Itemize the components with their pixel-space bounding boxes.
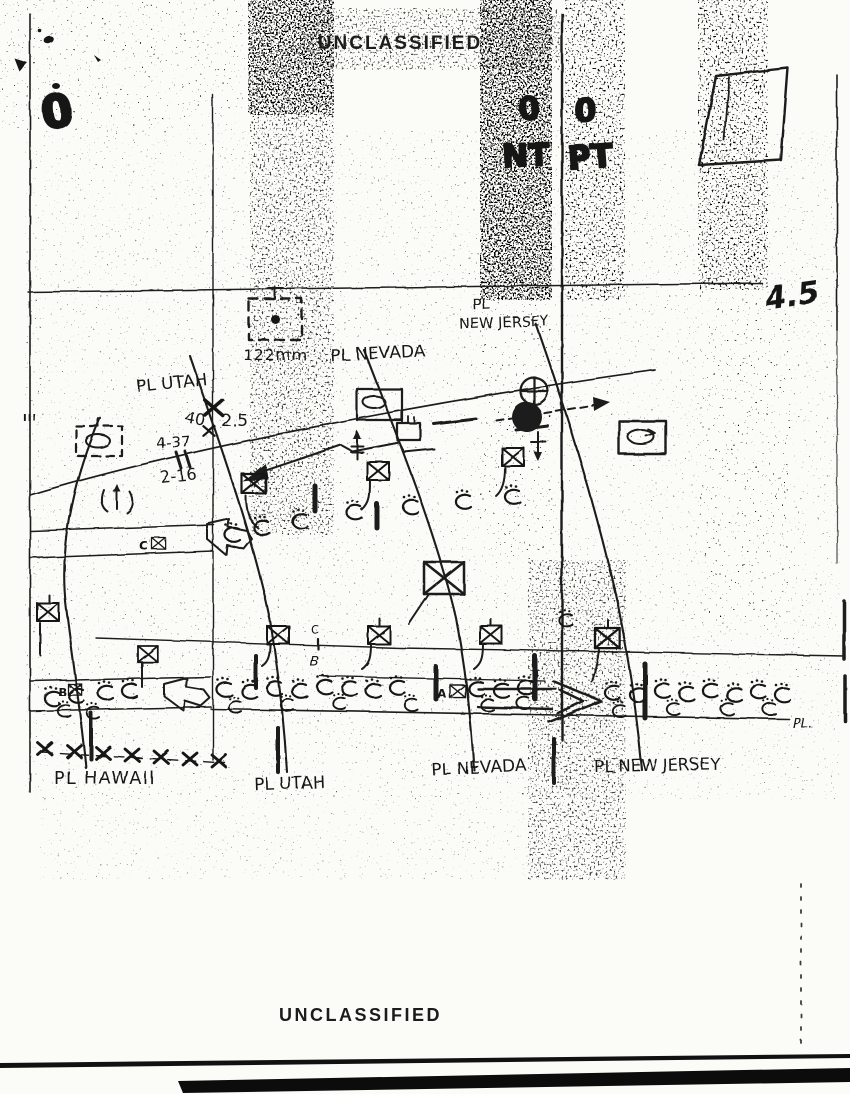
objective-pt-zero: 0 <box>574 91 597 129</box>
pl-nj-top-label-1: PL <box>471 294 490 314</box>
boundary-lower-unit: 2-16 <box>159 464 198 488</box>
boundary-upper-unit: 4-37 <box>155 431 191 453</box>
classification-banner-bottom: UNCLASSIFIED <box>279 1005 443 1025</box>
artillery-caliber-label: 122mm <box>243 346 308 364</box>
pl-utah-bottom-label: PL UTAH <box>253 772 326 796</box>
classification-banner-top: UNCLASSIFIED <box>317 33 483 54</box>
objective-nt-zero: 0 <box>519 92 540 127</box>
pl-nj-bottom-label: PL NEW JERSEY <box>593 754 721 776</box>
objective-pt-label: PT <box>566 136 615 178</box>
pl-abbrev-right-label: PL. <box>793 716 813 732</box>
company-route-c-label: C <box>139 538 149 553</box>
objective-circle-symbol <box>521 378 548 405</box>
pl-nj-top-label-2: NEW JERSEY <box>458 313 550 333</box>
pl-nevada-bottom-label: PL NEVADA <box>430 755 527 781</box>
pl-hawaii-bottom-label: PL HAWAII <box>54 769 157 789</box>
bottom-thick-bar <box>178 1068 850 1093</box>
stack-c-label: C <box>311 623 320 637</box>
objective-nt-label: NT <box>501 137 550 175</box>
stack-b-label: B <box>310 654 320 670</box>
unit-size-mark: III <box>23 413 38 424</box>
company-line-a-label: A <box>437 686 447 701</box>
margin-zero: 0 <box>39 85 75 140</box>
pl-utah-top-label: PL UTAH <box>135 370 209 398</box>
grid-value-45: 4.5 <box>762 274 822 318</box>
checkpoint-40-label: 40 <box>183 407 207 430</box>
bottom-thin-rule <box>0 1054 850 1068</box>
inked-circle-mark <box>512 402 542 432</box>
checkpoint-25-label: 2.5 <box>221 411 249 431</box>
company-line-b-label: B <box>58 685 67 699</box>
pl-nevada-top-label: PL NEVADA <box>329 341 426 367</box>
